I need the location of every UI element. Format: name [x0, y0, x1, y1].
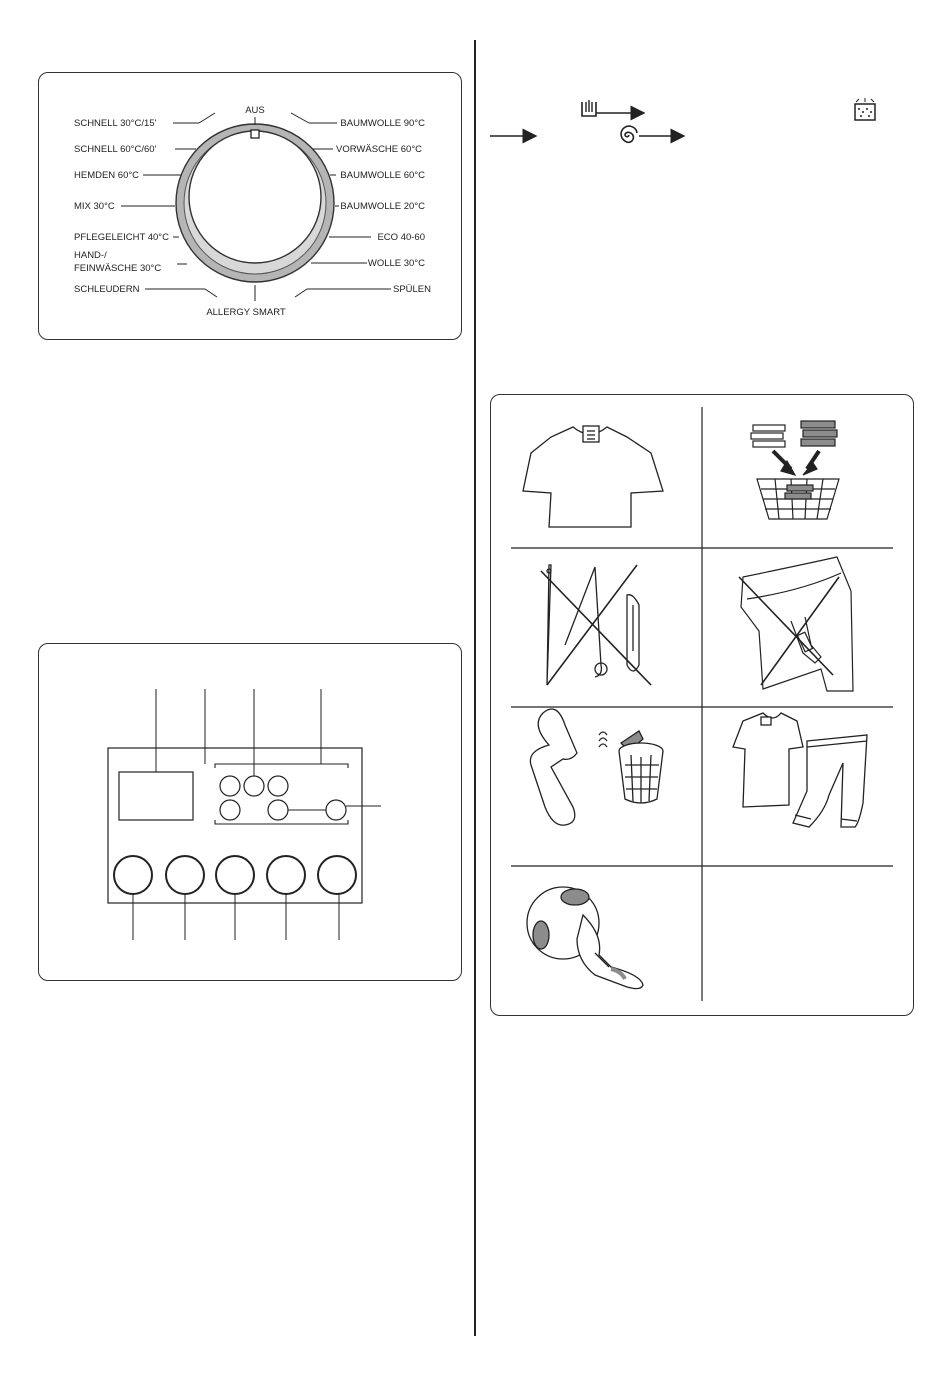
- program-sequence-symbols: [486, 96, 886, 150]
- no-pins-icon: [541, 565, 651, 685]
- control-panel-frame: [38, 643, 462, 981]
- rinse-shower-icon: [855, 98, 875, 120]
- program-dial-diagram: [39, 73, 463, 341]
- wash-tub-icon: [582, 100, 596, 116]
- display-window: [119, 772, 193, 820]
- option-button-4[interactable]: [220, 800, 240, 820]
- program-dial-knob[interactable]: [189, 131, 321, 263]
- program-label: BAUMWOLLE 20°C: [340, 201, 425, 212]
- program-label: BAUMWOLLE 90°C: [340, 118, 425, 129]
- panel-button-1[interactable]: [114, 856, 152, 894]
- program-label: VORWÄSCHE 60°C: [336, 144, 422, 155]
- column-divider: [474, 40, 476, 1336]
- program-label: SPÜLEN: [392, 284, 431, 295]
- care-label-shirt-icon: [523, 426, 663, 527]
- program-label: ECO 40-60: [377, 232, 425, 243]
- option-button-5[interactable]: [268, 800, 288, 820]
- turn-inside-out-icon: [733, 713, 867, 827]
- panel-button-5[interactable]: [318, 856, 356, 894]
- program-label: SCHLEUDERN: [74, 284, 140, 295]
- program-label: PFLEGELEICHT 40°C: [74, 232, 169, 243]
- panel-button-4[interactable]: [267, 856, 305, 894]
- panel-button-2[interactable]: [166, 856, 204, 894]
- program-label: BAUMWOLLE 60°C: [340, 170, 425, 181]
- sort-laundry-basket-icon: [751, 421, 839, 519]
- program-label: SCHNELL 60°C/60': [74, 144, 157, 155]
- control-panel-diagram: [39, 644, 463, 982]
- option-button-3[interactable]: [268, 776, 288, 796]
- dial-marker: [251, 130, 259, 138]
- panel-button-3[interactable]: [216, 856, 254, 894]
- program-label: FEINWÄSCHE 30°C: [74, 263, 162, 274]
- dial-label-aus: AUS: [245, 105, 265, 116]
- program-dial-panel: [38, 72, 462, 340]
- program-label: WOLLE 30°C: [367, 258, 425, 269]
- option-button-2[interactable]: [244, 776, 264, 796]
- option-button-6[interactable]: [326, 800, 346, 820]
- program-label: HEMDEN 60°C: [74, 170, 140, 181]
- empty-pockets-icon: [739, 557, 853, 691]
- program-label: HAND-/: [74, 250, 107, 261]
- dial-label-allergy-smart: ALLERGY SMART: [206, 307, 286, 318]
- wash-bag-icon: [530, 709, 663, 825]
- laundry-tips-panel: [490, 394, 914, 1016]
- program-label: MIX 30°C: [74, 201, 115, 212]
- spin-spiral-icon: [621, 126, 637, 142]
- option-button-1[interactable]: [220, 776, 240, 796]
- socks-ball-icon: [527, 887, 643, 989]
- program-label: SCHNELL 30°C/15': [74, 118, 157, 129]
- laundry-tips-grid: [491, 395, 915, 1017]
